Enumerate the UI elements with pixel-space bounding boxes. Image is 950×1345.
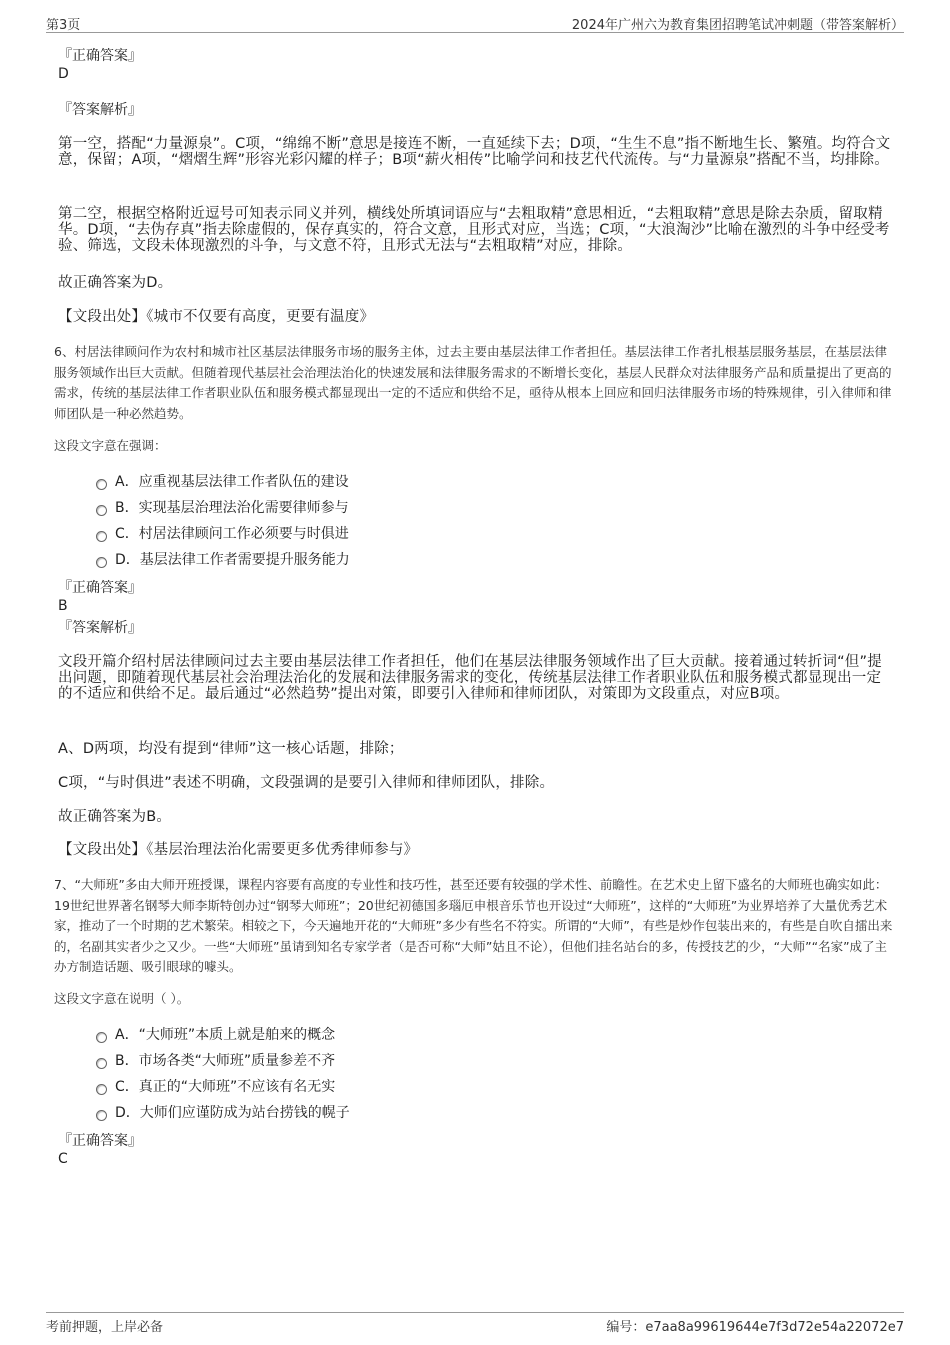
option-label: D．基层法律工作者需要提升服务能力 [115,552,350,568]
option-d[interactable] [96,1104,350,1122]
radio-icon[interactable] [96,1084,107,1095]
answer-value: C [58,1151,68,1167]
answer-label: 『正确答案』 [58,580,142,596]
question-stem: 6、村居法律顾问作为农村和城市社区基层法律服务市场的服务主体，过去主要由基层法律工作者担任。基层法律工作者扎根基层服务基层，在基层法律服务领域作出巨大贡献。但随着现代基层社会治理法治化的快速发展和法律服务需求的不断增长变化，基层人民群众对法律服务产品和质量提出了更高的需求，传统的基层法律工作者职业队伍和服务模式都显现出一定的不适应和供给不足，亟待从根本上回应和回归法律服务市场的特殊规律，引入律师和律师团队是一种必然趋势。 [54,344,892,421]
document-title: 2024年广州六为教育集团招聘笔试冲刺题（带答案解析） [571,18,904,33]
question-stem: 7、“大师班”多由大师开班授课，课程内容要有高度的专业性和技巧性，甚至还要有较强的学术性、前瞻性。在艺术史上留下盛名的大师班也确实如此：19世纪世界著名钢琴大师李斯特创办过“钢琴大师班”；20世纪初德国多瑙厄申根音乐节也开设过“大师班”，这样的“大师班”为业界培养了大量优秀艺术家，推动了一个时期的艺术繁荣。相较之下，今天遍地开花的“大师班”多少有些名不符实。所谓的“大师”，有些是炒作包装出来的，有些是自吹自擂出来的，名副其实者少之又少。一些“大师班”虽请到知名专家学者（是否可称“大师”姑且不论），但他们挂名站台的多，传授技艺的少，“大师”“名家”成了主办方制造话题、吸引眼球的噱头。 [54,877,893,975]
analysis-label: 『答案解析』 [58,620,142,636]
analysis-paragraph: 第二空，根据空格附近逗号可知表示同义并列，横线处所填词语应与“去粗取精”意思相近，“去粗取精”意思是除去杂质，留取精华。D项，“去伪存真”指去除虚假的，保存真实的，符合文意，且形式对应，当选；C项，“大浪淘沙”比喻在激烈的斗争中经受考验、筛选，文段未体现激烈的斗争，与文意不符，且形式无法与“去粗取精”对应，排除。 [58,206,890,254]
conclusion: 故正确答案为D。 [58,275,173,291]
answer-label: 『正确答案』 [58,48,142,64]
option-c[interactable] [96,525,349,543]
option-label: D．大师们应谨防成为站台捞钱的幌子 [115,1105,350,1121]
radio-icon[interactable] [96,1032,107,1043]
radio-icon[interactable] [96,557,107,568]
answer-label: 『正确答案』 [58,1133,142,1149]
radio-icon[interactable] [96,479,107,490]
source-citation: 【文段出处】《城市不仅要有高度，更要有温度》 [58,309,375,325]
radio-icon[interactable] [96,1110,107,1121]
option-a[interactable] [96,1026,335,1044]
analysis-label: 『答案解析』 [58,102,142,118]
analysis-paragraph: C项，“与时俱进”表述不明确，文段强调的是要引入律师和律师团队，排除。 [58,775,555,791]
radio-icon[interactable] [96,531,107,542]
radio-icon[interactable] [96,505,107,516]
option-a[interactable] [96,473,349,491]
option-label: C．真正的“大师班”不应该有名无实 [115,1079,336,1095]
option-b[interactable] [96,1052,335,1070]
document-id: 编号：e7aa8a99619644e7f3d72e54a22072e7 [606,1320,904,1335]
option-label: B．市场各类“大师班”质量参差不齐 [115,1053,336,1069]
question-prompt: 这段文字意在强调： [54,438,167,453]
question-prompt: 这段文字意在说明（ ）。 [54,991,190,1006]
page-footer [46,1312,904,1337]
analysis-paragraph: A、D两项，均没有提到“律师”这一核心话题，排除； [58,741,404,757]
option-label: C．村居法律顾问工作必须要与时俱进 [115,526,349,542]
radio-icon[interactable] [96,1058,107,1069]
page-header [46,14,904,33]
option-b[interactable] [96,499,349,517]
page-number: 第3页 [46,18,81,33]
conclusion: 故正确答案为B。 [58,809,172,825]
option-d[interactable] [96,551,350,569]
option-label: B．实现基层治理法治化需要律师参与 [115,500,349,516]
answer-value: B [58,598,68,614]
source-citation: 【文段出处】《基层治理法治化需要更多优秀律师参与》 [58,842,419,858]
analysis-paragraph: 第一空，搭配“力量源泉”。C项，“绵绵不断”意思是接连不断，一直延续下去；D项，“生生不息”指不断地生长、繁殖。均符合文意，保留；A项，“熠熠生辉”形容光彩闪耀的样子；B项“薪火相传”比喻学问和技艺代代流传。与“力量源泉”搭配不当，均排除。 [58,136,891,168]
option-label: A．应重视基层法律工作者队伍的建设 [115,474,349,490]
analysis-paragraph: 文段开篇介绍村居法律顾问过去主要由基层法律工作者担任，他们在基层法律服务领域作出了巨大贡献。接着通过转折词“但”提出问题，即随着现代基层社会治理法治化的发展和法律服务需求的变化，传统基层法律工作者职业队伍和服务模式都显现出一定的不适应和供给不足。最后通过“必然趋势”提出对策，即要引入律师和律师团队，对策即为文段重点，对应B项。 [58,654,882,702]
footer-slogan: 考前押题，上岸必备 [46,1320,164,1335]
answer-value: D [58,66,69,82]
option-label: A．“大师班”本质上就是舶来的概念 [115,1027,336,1043]
option-c[interactable] [96,1078,335,1096]
